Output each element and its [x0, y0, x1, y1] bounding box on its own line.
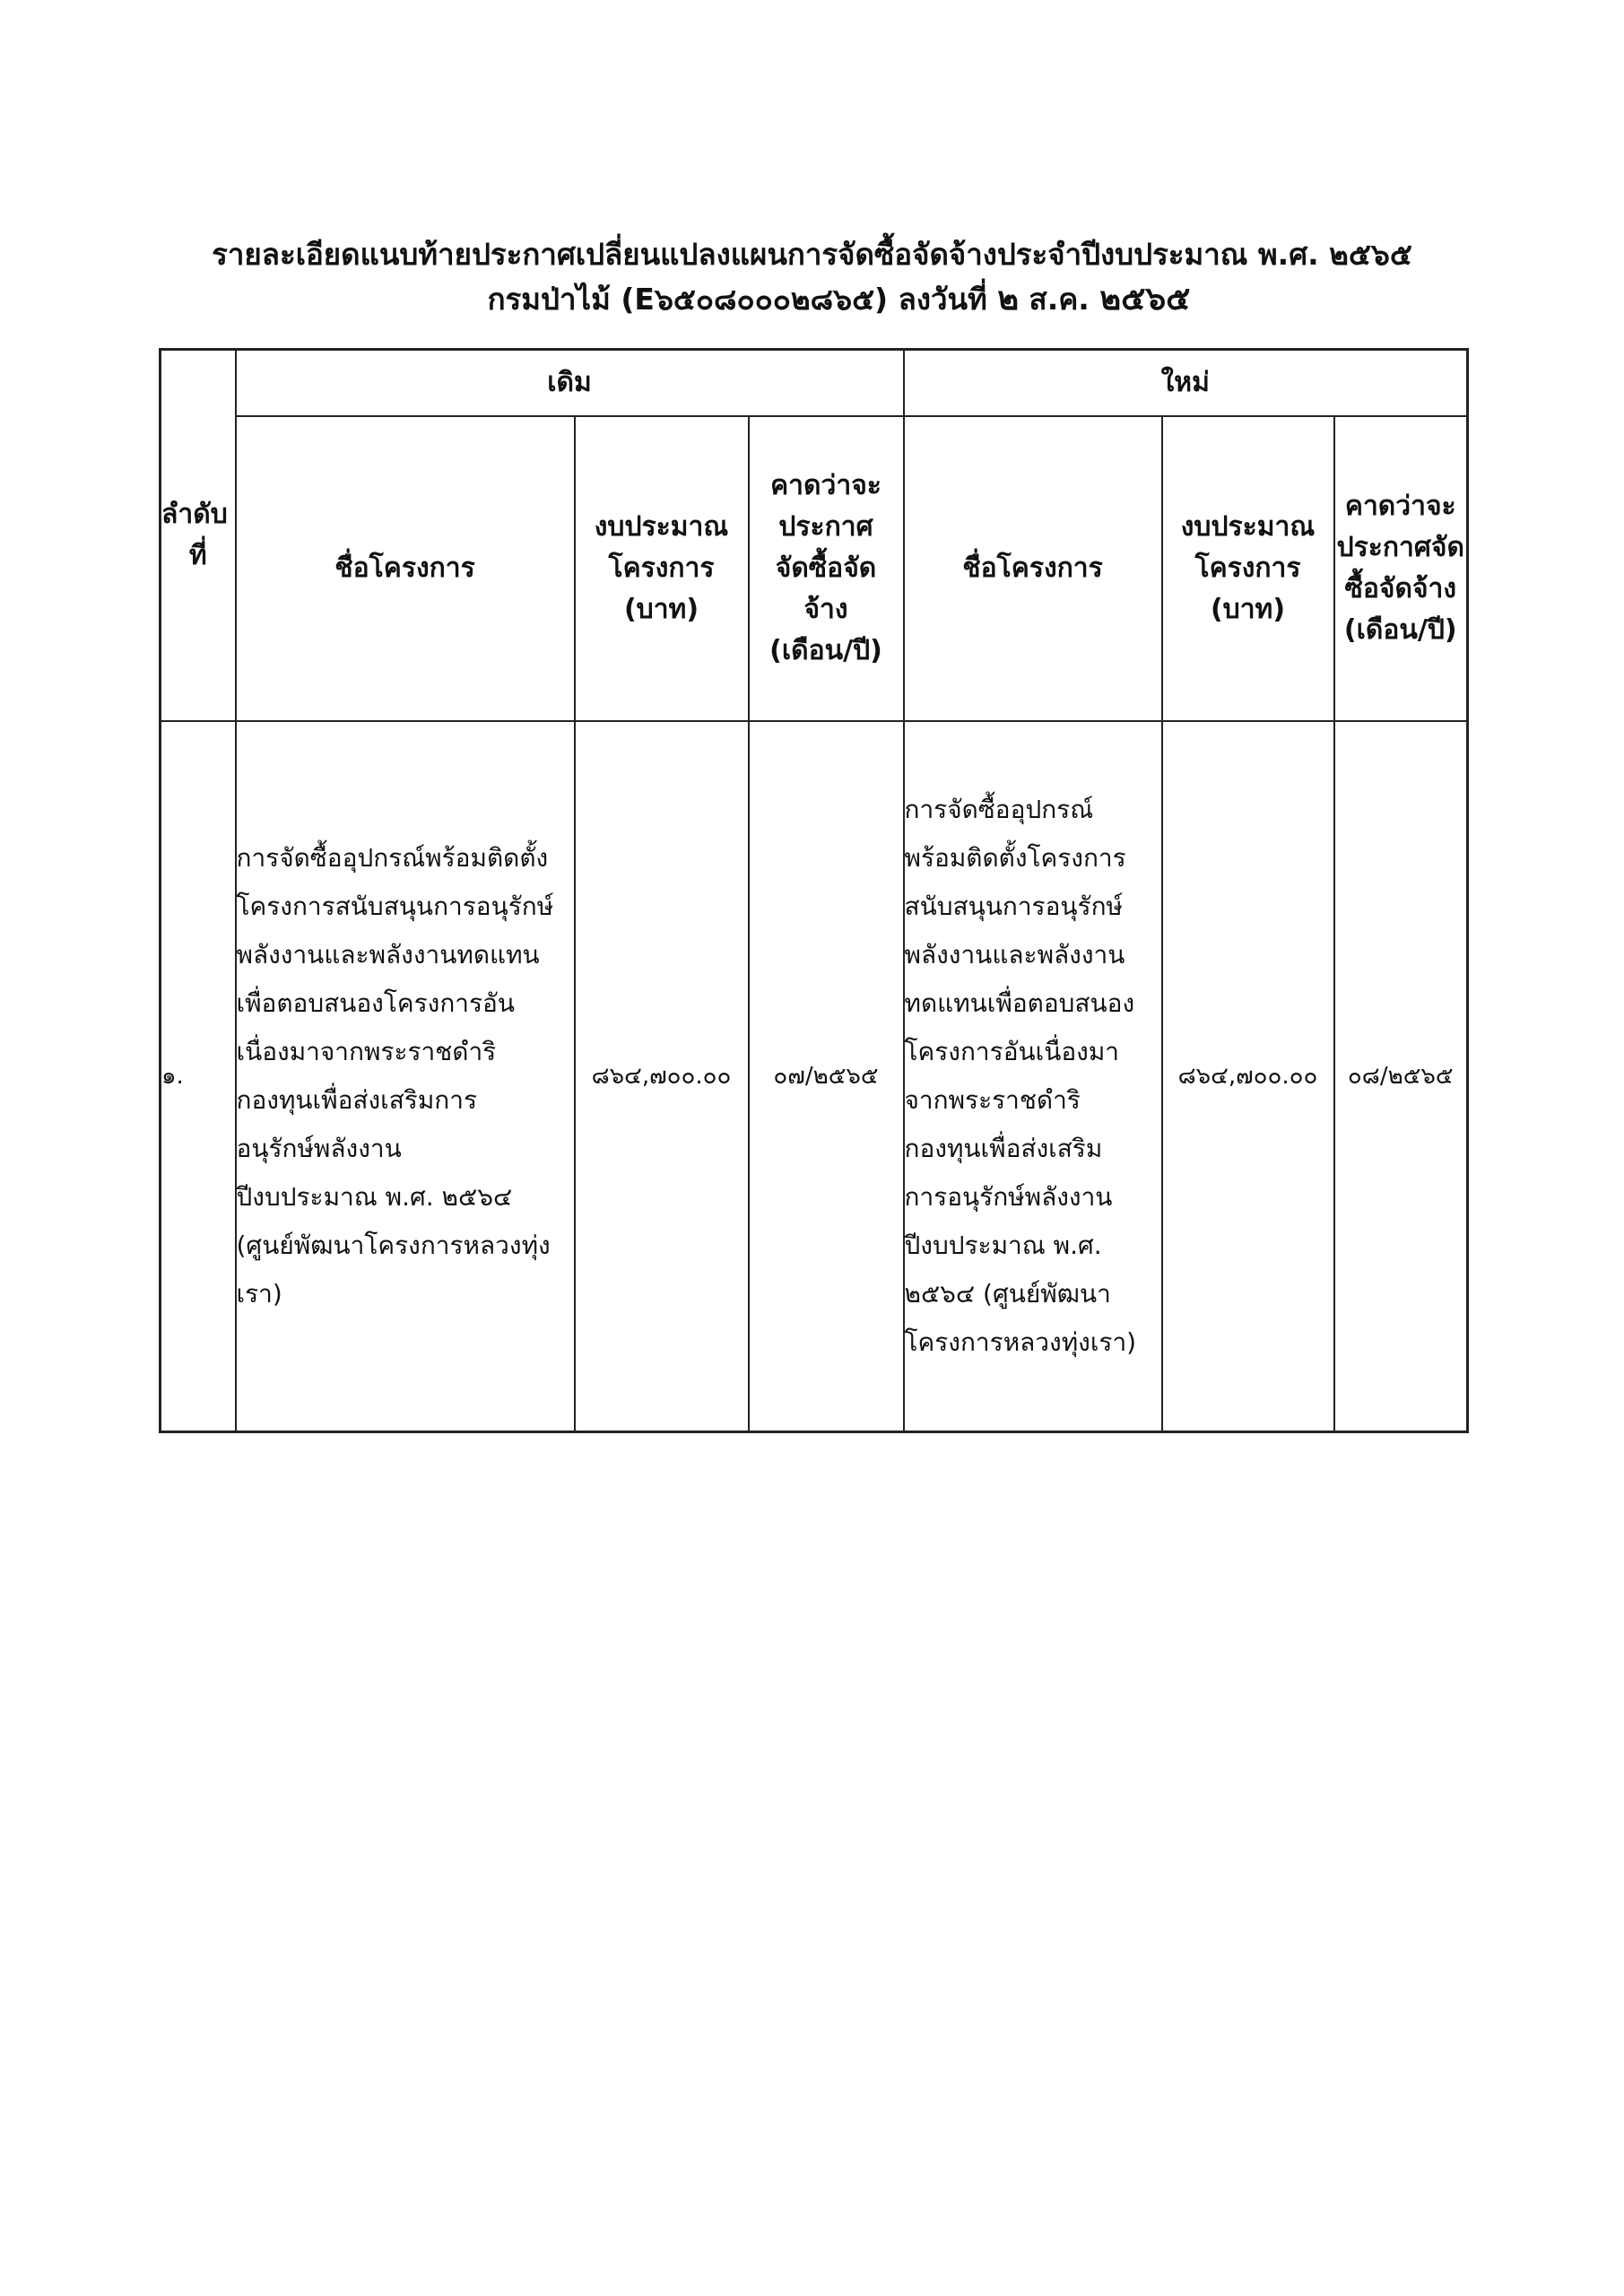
text-line: การอนุรักษ์พลังงาน: [904, 1181, 1113, 1212]
table-row: [161, 721, 1468, 1432]
text-line: (ศูนย์พัฒนาโครงการหลวงทุ่ง: [236, 1230, 551, 1260]
header-line: ประกาศจัด: [1336, 531, 1464, 563]
procurement-plan-table: [159, 348, 1469, 1433]
date-day: ๒: [997, 281, 1020, 317]
new-expected-header: [1334, 416, 1468, 721]
new-name-header: [904, 416, 1162, 721]
header-line: จ้าง: [803, 593, 848, 625]
text-line: อนุรักษ์พลังงาน: [236, 1133, 402, 1163]
subtitle-agency: กรมป่าไม้ (E๖๕๐๘๐๐๐๒๘๖๕) ลงวันที่: [487, 282, 987, 317]
date-year: ๒๕๖๕: [1099, 281, 1191, 317]
seq-header: [161, 350, 236, 721]
group-old-header: เดิม: [236, 350, 904, 416]
old-expected-header: [749, 416, 904, 721]
header-line: (เดือน/ปี): [769, 634, 882, 666]
text-line: สนับสนุนการอนุรักษ์: [904, 891, 1123, 921]
text-line: ทดแทนเพื่อตอบสนอง: [904, 987, 1135, 1018]
header-line: (บาท): [623, 593, 699, 625]
old-expected-value: ๐๗/๒๕๖๕: [749, 721, 904, 1432]
text-line: เนื่องมาจากพระราชดำริ: [236, 1036, 497, 1066]
header-line: คาดว่าจะ: [770, 469, 881, 501]
new-project-name: [904, 721, 1162, 1432]
old-project-name: [236, 721, 575, 1432]
new-budget-value: ๘๖๔,๗๐๐.๐๐: [1162, 721, 1334, 1432]
new-budget-header: [1162, 416, 1334, 721]
date-month: ส.ค.: [1029, 282, 1090, 317]
seq-header-line: ลำดับ: [161, 498, 228, 530]
header-line: งบประมาณ: [594, 510, 729, 543]
old-budget-header: [575, 416, 749, 721]
text-line: ๒๕๖๔ (ศูนย์พัฒนา: [904, 1278, 1111, 1309]
text-line: เรา): [236, 1278, 282, 1309]
header-line: คาดว่าจะ: [1344, 490, 1456, 522]
document-title: รายละเอียดแนบท้ายประกาศเปลี่ยนแปลงแผนการจัดซื้อจัดจ้างประจำปีงบประมาณ พ.ศ. ๒๕๖๕: [212, 237, 1412, 272]
header-line: โครงการ: [1194, 552, 1301, 584]
header-line: ชื่อโครงการ: [334, 552, 475, 584]
text-line: เพื่อตอบสนองโครงการอัน: [236, 987, 515, 1018]
text-line: จากพระราชดำริ: [904, 1084, 1081, 1115]
text-line: โครงการอันเนื่องมา: [904, 1036, 1120, 1066]
text-line: ปีงบประมาณ พ.ศ. ๒๕๖๔: [236, 1181, 513, 1212]
header-line: ซื้อจัดจ้าง: [1344, 572, 1457, 604]
text-line: การจัดซื้ออุปกรณ์พร้อมติดตั้ง: [236, 842, 549, 873]
text-line: โครงการหลวงทุ่งเรา): [904, 1326, 1137, 1357]
text-line: พลังงานและพลังงานทดแทน: [236, 939, 540, 970]
row-seq: ๑.: [161, 721, 236, 1432]
group-new-header: ใหม่: [904, 350, 1468, 416]
old-name-header: [236, 416, 575, 721]
old-budget-value: ๘๖๔,๗๐๐.๐๐: [575, 721, 749, 1432]
text-line: กองทุนเพื่อส่งเสริมการ: [236, 1084, 478, 1115]
header-line: ประกาศ: [778, 510, 873, 543]
text-line: โครงการสนับสนุนการอนุรักษ์: [236, 891, 554, 921]
header-line: (บาท): [1210, 593, 1286, 625]
text-line: ปีงบประมาณ พ.ศ.: [904, 1230, 1102, 1260]
text-line: การจัดซื้ออุปกรณ์: [904, 794, 1094, 824]
header-line: จัดซื้อจัด: [775, 552, 877, 584]
text-line: พร้อมติดตั้งโครงการ: [904, 842, 1126, 873]
text-line: พลังงานและพลังงาน: [904, 939, 1125, 970]
document-subtitle: [0, 280, 1624, 319]
header-line: โครงการ: [608, 552, 715, 584]
header-line: (เดือน/ปี): [1343, 613, 1457, 646]
header-line: ชื่อโครงการ: [962, 552, 1103, 584]
text-line: กองทุนเพื่อส่งเสริม: [904, 1133, 1103, 1163]
seq-header-line: ที่: [188, 539, 207, 571]
header-line: งบประมาณ: [1180, 510, 1316, 543]
new-expected-value: ๐๘/๒๕๖๕: [1334, 721, 1468, 1432]
